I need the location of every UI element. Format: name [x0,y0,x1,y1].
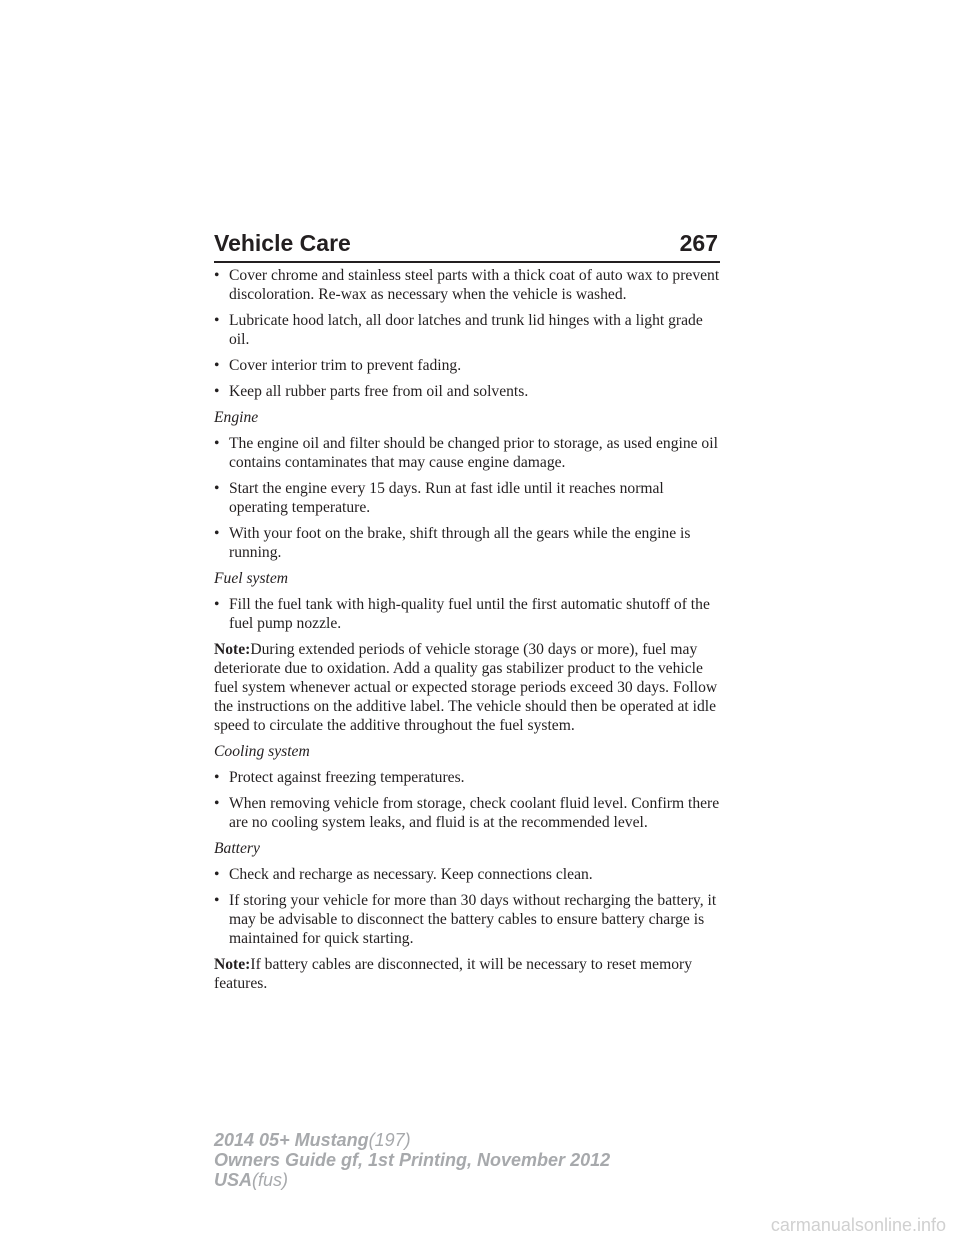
fuel-note [214,640,724,735]
bullet-icon: • [214,383,220,400]
page-number: 267 [679,230,718,256]
note-label: Note: [214,641,251,658]
list-item [214,891,724,948]
list-item-text: Cover interior trim to prevent fading. [229,357,462,374]
battery-note [214,955,724,993]
footer-printing: Owners Guide gf, 1st Printing, November 2012 [214,1150,611,1170]
fuel-system-heading: Fuel system [214,570,289,587]
list-item [214,382,724,401]
list-item [214,595,724,633]
footer-market: USA [214,1170,253,1190]
list-item-text: Cover chrome and stainless steel parts with a thick coat of auto wax to prevent discoloration. Re-wax as necessary when the vehicle is washed. [229,267,720,303]
list-item-text: If storing your vehicle for more than 30 days without recharging the battery, it may be advisable to disconnect the battery cables to ensure battery charge is maintained for quick starting. [229,892,717,947]
list-item-text: Keep all rubber parts free from oil and solvents. [229,383,529,400]
note-text: If battery cables are disconnected, it will be necessary to reset memory features. [214,956,693,992]
note-label: Note: [214,956,251,973]
footer-line-model [214,1130,610,1150]
list-item-text: Lubricate hood latch, all door latches and trunk lid hinges with a light grade oil. [229,312,703,348]
header-rule [214,261,720,263]
page-footer [214,1130,610,1190]
list-item [214,768,724,787]
bullet-icon: • [214,795,220,812]
list-item [214,794,724,832]
list-item-text: When removing vehicle from storage, check coolant fluid level. Confirm there are no cooling system leaks, and fluid is at the recommended level. [229,795,720,831]
list-item-text: Start the engine every 15 days. Run at fast idle until it reaches normal operating temperature. [229,480,664,516]
bullet-icon: • [214,480,220,497]
bullet-icon: • [214,435,220,452]
watermark: carmanualsonline.info [770,1215,946,1235]
battery-heading: Battery [214,840,260,857]
list-item [214,311,724,349]
list-item-text: Check and recharge as necessary. Keep connections clean. [229,866,593,883]
bullet-icon: • [214,596,220,613]
footer-model-code: (197) [368,1130,411,1150]
page-body [214,266,724,1000]
list-item-text: Fill the fuel tank with high-quality fuel until the first automatic shutoff of the fuel pump nozzle. [229,596,710,632]
bullet-icon: • [214,267,220,284]
bullet-icon: • [214,312,220,329]
footer-line-market [214,1170,610,1190]
list-item-text: Protect against freezing temperatures. [229,769,465,786]
footer-market-code: (fus) [252,1170,289,1190]
page-header [214,228,720,264]
engine-heading: Engine [214,409,259,426]
list-item [214,356,724,375]
list-item [214,865,724,884]
list-item-text: With your foot on the brake, shift through all the gears while the engine is running. [229,525,691,561]
cooling-system-heading: Cooling system [214,743,310,760]
list-item [214,434,724,472]
note-text: During extended periods of vehicle storage (30 days or more), fuel may deteriorate due to oxidation. Add a quality gas stabilizer product to the vehicle fuel system whenever actual or expected storage periods exceed 30 days. Follow the instructions on the additive label. The vehicle should then be operated at idle speed to circulate the additive throughout the fuel system. [214,641,718,734]
footer-model: 2014 05+ Mustang [214,1130,369,1150]
list-item [214,266,724,304]
bullet-icon: • [214,892,220,909]
bullet-icon: • [214,866,220,883]
section-title: Vehicle Care [214,230,351,256]
list-item-text: The engine oil and filter should be changed prior to storage, as used engine oil contains contaminates that may cause engine damage. [229,435,718,471]
bullet-icon: • [214,525,220,542]
list-item [214,524,724,562]
list-item [214,479,724,517]
bullet-icon: • [214,769,220,786]
bullet-icon: • [214,357,220,374]
